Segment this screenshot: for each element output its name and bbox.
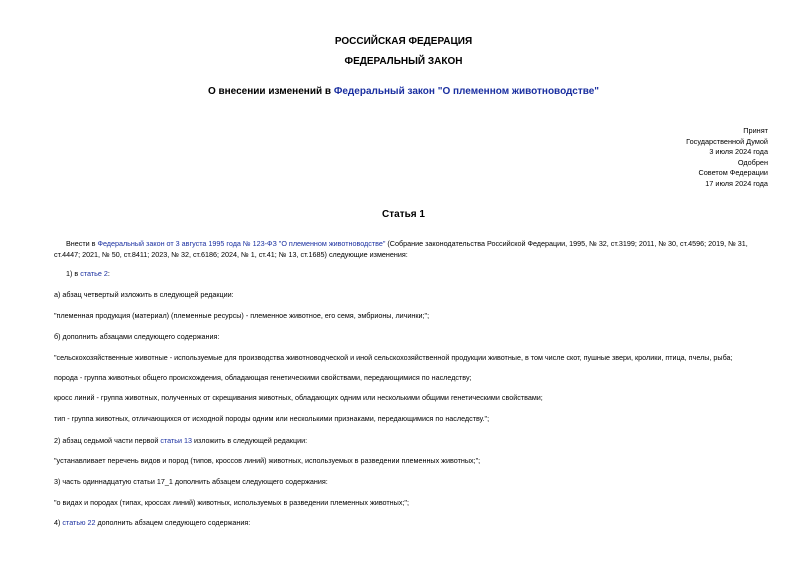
item-1b-paragraph: порода - группа животных общего происхождения, обладающая генетическими свойствами, передающимися по наследству; xyxy=(54,373,472,382)
adopted-line: Принят xyxy=(743,126,768,135)
item-3: 3) часть одиннадцатую статьи 17_1 дополнить абзацем следующего содержания: xyxy=(54,477,328,486)
intro-suffix: (Собрание законодательства Российской Федерации, 1995, № 32, ст.3199; 2011, № 30, ст.4596; 2019, № 31, xyxy=(385,239,748,248)
item-2-prefix: 2) абзац седьмой части первой xyxy=(54,436,161,445)
item-2-suffix: изложить в следующей редакции: xyxy=(192,436,308,445)
country-heading: РОССИЙСКАЯ ФЕДЕРАЦИЯ xyxy=(334,36,473,47)
law-type-heading: ФЕДЕРАЛЬНЫЙ ЗАКОН xyxy=(344,56,463,67)
adopted-line: Одобрен xyxy=(737,157,768,167)
law-title xyxy=(0,86,807,97)
item-1a: а) абзац четвертый изложить в следующей редакции: xyxy=(54,290,234,299)
item-1b-paragraph: "сельскохозяйственные животные - используемые для производства животноводческой и иной сельскохозяйственной продукции животные, в том числе скот, пушные звери, кролики, птица, пчелы, рыба; xyxy=(54,353,733,362)
item-1-prefix: 1) в xyxy=(66,269,81,278)
item-4 xyxy=(54,518,768,529)
item-1b-paragraph: тип - группа животных, отличающихся от исходной породы одним или несколькими признаками, передающимися по наследству."; xyxy=(54,414,490,423)
item-2-text: "устанавливает перечень видов и пород (типов, кроссов линий) животных, используемых в разведении племенных животных;"; xyxy=(54,456,481,465)
law-title-link[interactable]: Федеральный закон "О племенном животноводстве" xyxy=(333,86,600,97)
item-1b: б) дополнить абзацами следующего содержания: xyxy=(54,332,220,341)
item-2-link[interactable]: статьи 13 xyxy=(160,436,193,445)
law-title-prefix: О внесении изменений в xyxy=(207,86,334,97)
intro-law-link[interactable]: Федеральный закон от 3 августа 1995 года № 123-ФЗ "О племенном животноводстве" xyxy=(97,239,386,248)
intro-prefix: Внести в xyxy=(66,239,98,248)
item-4-link[interactable]: статью 22 xyxy=(62,518,96,527)
adopted-line: 17 июля 2024 года xyxy=(705,178,768,188)
article-title: Статья 1 xyxy=(382,209,425,220)
article-intro xyxy=(54,238,768,260)
adopted-line: Государственной Думой xyxy=(686,136,768,146)
intro-line-2: ст.4447; 2021, № 50, ст.8411; 2023, № 32, ст.6186; 2024, № 1, ст.41; № 13, ст.1685) следующие изменения: xyxy=(54,250,408,259)
item-2 xyxy=(54,436,768,447)
item-1b-paragraph: кросс линий - группа животных, полученных от скрещивания животных, обладающих одним или несколькими общими генетическими свойствами; xyxy=(54,393,543,402)
item-1 xyxy=(66,269,780,280)
adoption-block xyxy=(568,126,768,190)
adopted-line: 3 июля 2024 года xyxy=(709,147,768,157)
item-1-suffix: : xyxy=(107,269,110,278)
item-1a-text: "племенная продукция (материал) (племенные ресурсы) - племенное животное, его семя, эмбрионы, личинки;"; xyxy=(54,311,430,320)
item-4-suffix: дополнить абзацем следующего содержания: xyxy=(95,518,251,527)
item-3-text: "о видах и породах (типах, кроссах линий) животных, используемых в разведении племенных животных;"; xyxy=(54,498,409,507)
adopted-line: Советом Федерации xyxy=(698,168,768,178)
item-4-prefix: 4) xyxy=(54,518,63,527)
item-1-link[interactable]: статье 2 xyxy=(80,269,108,278)
